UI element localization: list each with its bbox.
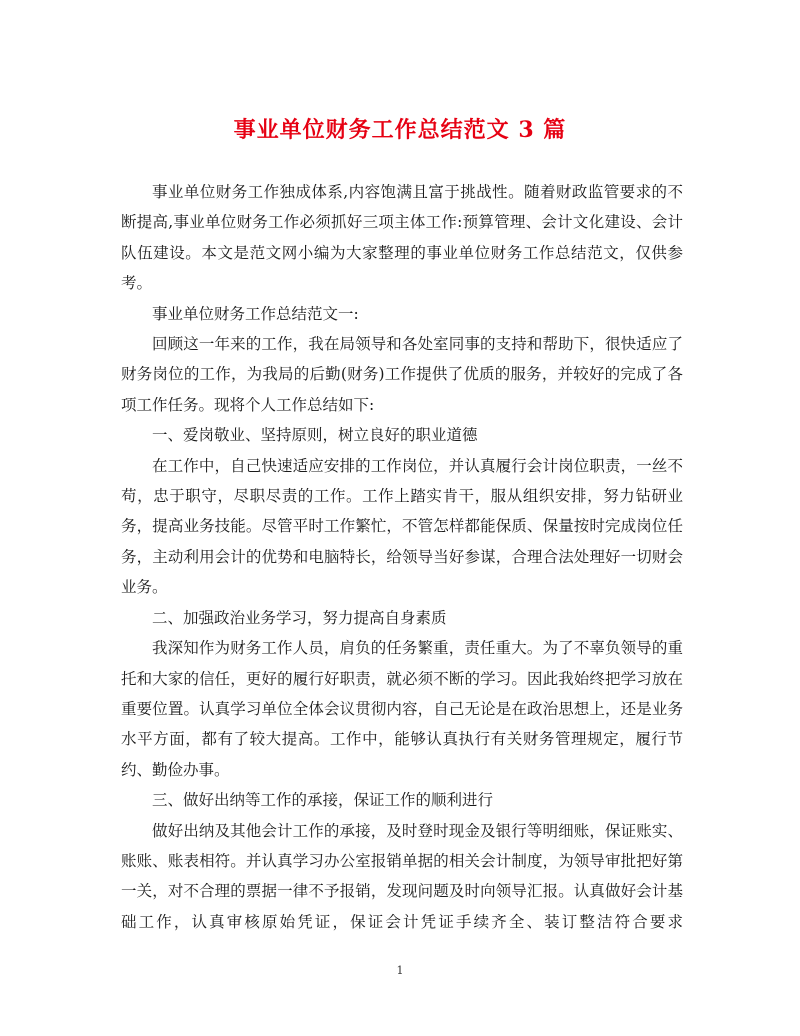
cashier-paragraph: 做好出纳及其他会计工作的承接，及时登时现金及银行等明细账，保证账实、账账、账表相符。并认真学习办公室报销单据的相关会计制度，为领导审批把好第一关，对不合理的票据一律不予报销，发现问题及时向领导汇报。认真做好会计基础工作，认真审核原始凭证，保证会计凭证手续齐全、装订整洁符合要求 — [121, 821, 683, 931]
document-body — [121, 177, 683, 937]
review-paragraph: 回顾这一年来的工作，我在局领导和各处室同事的支持和帮助下，很快适应了财务岗位的工作，为我局的后勤(财务)工作提供了优质的服务，并较好的完成了各项工作任务。现将个人工作总结如下: — [121, 335, 683, 414]
dedication-paragraph: 在工作中，自己快速适应安排的工作岗位，并认真履行会计岗位职责，一丝不苟，忠于职守，尽职尽责的工作。工作上踏实肯干，服从组织安排，努力钻研业务，提高业务技能。尽管平时工作繁忙，不管怎样都能保质、保量按时完成岗位任务，主动利用会计的优势和电脑特长，给领导当好参谋，合理合法处理好一切财会业务。 — [121, 456, 683, 597]
study-paragraph: 我深知作为财务工作人员，肩负的任务繁重，责任重大。为了不辜负领导的重托和大家的信任，更好的履行好职责，就必须不断的学习。因此我始终把学习放在重要位置。认真学习单位全体会议贯彻内容，自己无论是在政治思想上，还是业务水平方面，都有了较大提高。工作中，能够认真执行有关财务管理规定，履行节约、勤俭办事。 — [121, 639, 683, 779]
page-number: 1 — [396, 964, 404, 977]
heading-dedication: 一、爱岗敬业、坚持原则，树立良好的职业道德 — [152, 426, 478, 445]
document-title: 事业单位财务工作总结范文 3 篇 — [233, 117, 567, 143]
intro-paragraph: 事业单位财务工作独成体系,内容饱满且富于挑战性。随着财政监管要求的不断提高,事业单位财务工作必须抓好三项主体工作:预算管理、会计文化建设、会计队伍建设。本文是范文网小编为大家整理的事业单位财务工作总结范文，仅供参考。 — [121, 183, 683, 293]
section-heading-sample-one: 事业单位财务工作总结范文一: — [152, 304, 359, 323]
heading-cashier: 三、做好出纳等工作的承接，保证工作的顺利进行 — [152, 791, 494, 810]
heading-study: 二、加强政治业务学习，努力提高自身素质 — [152, 608, 447, 627]
